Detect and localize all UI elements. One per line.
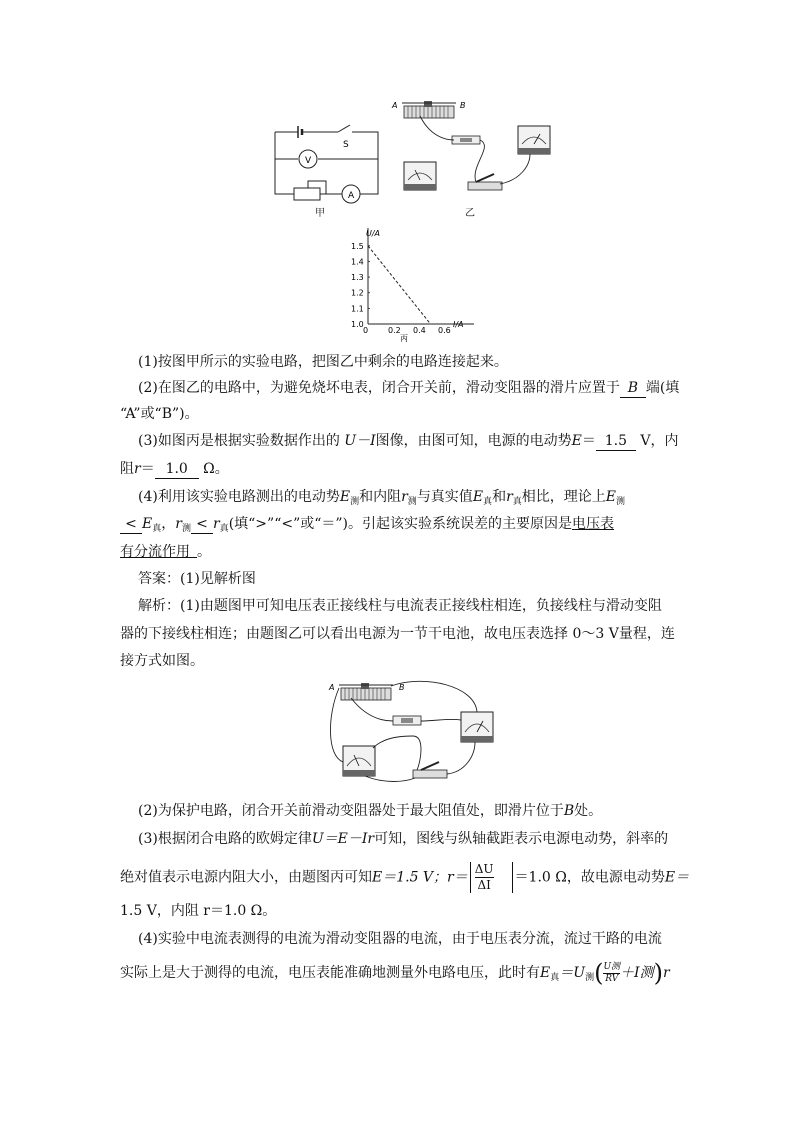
- question-3-line1: (3)如图丙是根据实验数据作出的 U－I图像，由图可知，电源的电动势E＝ 1.5 V，内: [138, 433, 679, 449]
- abs-fraction: $\frac{\Delta U}{\Delta I}$: [470, 862, 513, 893]
- q4-answer-1: <: [120, 515, 142, 534]
- rheostat-icon: [402, 101, 456, 118]
- switch-label: S: [343, 140, 349, 150]
- q3-r-answer: 1.0: [155, 460, 199, 479]
- circuit-diagram-jia: [270, 118, 390, 218]
- x-axis-label: I/A: [453, 320, 464, 329]
- q2-answer: B: [620, 379, 646, 398]
- y-tick-label: 1.0: [351, 320, 364, 329]
- switch-icon: [468, 174, 502, 190]
- fig2-voltmeter-icon: [461, 712, 493, 742]
- ammeter-label: A: [348, 191, 355, 201]
- analysis-part3-line1: (3)根据闭合电路的欧姆定律U＝E－Ir可知，图线与纵轴截距表示电源电动势，斜率的: [138, 831, 669, 847]
- ui-data-line: [368, 246, 431, 324]
- analysis-line2: 器的下接线柱相连；由题图乙可以看出电源为一节干电池，故电压表选择 0～3 V量程，连: [120, 626, 675, 642]
- q4-answer-3b: 有分流作用: [120, 544, 190, 560]
- q4-answer-3a: 电压表: [572, 516, 615, 532]
- y-tick-label: 1.1: [351, 304, 364, 314]
- x-tick-label: 0: [363, 326, 369, 335]
- battery-icon: [452, 136, 480, 144]
- question-4-line2: < $E_真$，$r_测 < r_真$(填“>”“<”或“＝”)。引起该实验系统误差的主要原因是电压表: [120, 511, 675, 539]
- figure-jia-label: 甲: [315, 208, 325, 219]
- fig2-switch-icon: [413, 762, 447, 778]
- analysis-line1: 解析：(1)由题图甲可知电压表正接线柱与电流表正接线柱相连，负接线柱与滑动变阻: [138, 598, 662, 614]
- fig2-battery-icon: [393, 716, 421, 725]
- analysis-part4-line2: 实际上是大于测得的电流，电压表能准确地测量外电路电压，此时有$E_真=U_测$( U测 RV ＋I测)r: [120, 959, 670, 987]
- question-1: (1)按图甲所示的实验电路，把图乙中剩余的电路连接起来。: [138, 354, 508, 370]
- figure-yi-label: 乙: [465, 208, 475, 219]
- fig2-end-a: A: [329, 683, 335, 692]
- voltmeter-icon: [518, 126, 550, 154]
- fig2-rheostat-icon: [339, 683, 393, 700]
- chart-caption: 丙: [400, 334, 408, 343]
- y-tick-label: 1.5: [351, 241, 364, 251]
- rheostat-end-b: B: [460, 101, 466, 110]
- question-4-line1: (4)利用该实验电路测出的电动势$E_测$和内阻$r_测$与真实值$E_真$和$r_真$相比，理论上$E_测$: [138, 489, 626, 507]
- connected-circuit-diagram: [325, 676, 505, 788]
- y-axis-label: U/A: [366, 229, 381, 238]
- analysis-part2: (2)为保护电路，闭合开关前滑动变阻器处于最大阻值处，即滑片位于B处。: [138, 803, 603, 819]
- q4-answer-2: <: [191, 515, 213, 534]
- question-2-line1: (2)在图乙的电路中，为避免烧坏电表，闭合开关前，滑动变阻器的滑片应置于 B 端(填: [138, 380, 680, 396]
- question-4-line3: 有分流作用 。: [120, 544, 211, 560]
- question-2-line2: “A”或“B”)。: [120, 406, 199, 422]
- y-tick-label: 1.2: [351, 288, 364, 298]
- answer-line: 答案：(1)见解析图: [138, 571, 256, 587]
- fig2-ammeter-icon: [343, 746, 375, 776]
- analysis-part4-line1: (4)实验中电流表测得的电流为滑动变阻器的电流，由于电压表分流，流过干路的电流: [138, 931, 662, 947]
- voltmeter-label: V: [305, 156, 312, 166]
- x-tick-label: 0.6: [438, 326, 451, 335]
- y-tick-label: 1.4: [351, 257, 364, 267]
- x-tick-label: 0.2: [388, 326, 401, 335]
- ui-chart: [340, 226, 480, 346]
- circuit-photo-yi: [390, 96, 560, 216]
- fig2-end-b: B: [399, 683, 405, 692]
- question-3-line2: 阻r＝ 1.0 Ω。: [120, 461, 229, 477]
- rheostat-end-a: A: [392, 101, 398, 110]
- analysis-part3-line3: 1.5 V，内阻 r＝1.0 Ω。: [120, 903, 277, 919]
- analysis-part3-line2: 绝对值表示电源内阻大小，由题图丙可知E＝1.5 V；r＝ $\frac{\Delta U}{\Delta I}$ ＝1.0 Ω，故电源电动势E＝: [120, 862, 690, 892]
- q3-emf-answer: 1.5: [596, 432, 636, 451]
- analysis-line3: 接方式如图。: [120, 653, 204, 669]
- y-tick-label: 1.3: [351, 273, 364, 283]
- fraction-u-rv: U测 RV: [603, 961, 621, 984]
- x-tick-label: 0.4: [413, 326, 426, 335]
- ammeter-icon: [404, 162, 436, 190]
